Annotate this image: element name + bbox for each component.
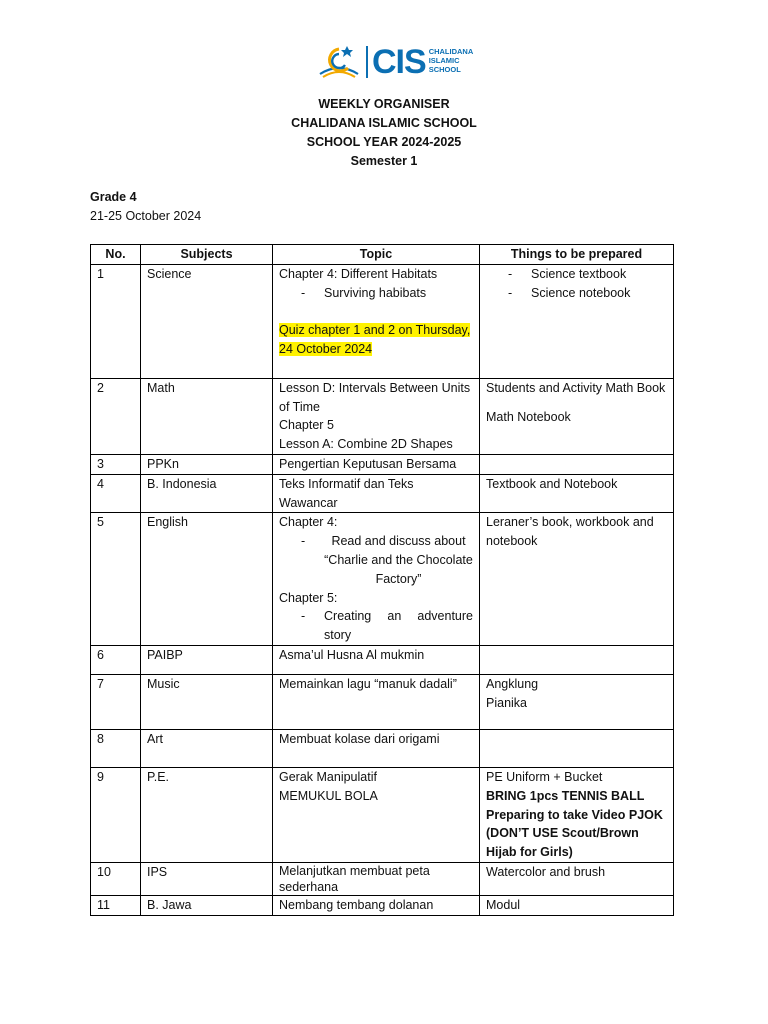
row-topic: Membuat kolase dari origami (273, 729, 480, 767)
table-row (91, 513, 674, 646)
row-things (480, 645, 674, 674)
row-no: 3 (91, 454, 141, 474)
row-subject: IPS (141, 862, 273, 895)
week-dates: 21-25 October 2024 (90, 209, 202, 223)
row-things: Students and Activity Math Book Math Notebook (480, 378, 674, 454)
row-topic: Teks Informatif dan Teks Wawancar (273, 474, 480, 513)
row-things (480, 454, 674, 474)
row-things: Angklung Pianika (480, 674, 674, 729)
row-no: 1 (91, 264, 141, 378)
row-subject: PAIBP (141, 645, 273, 674)
grade-label: Grade 4 (90, 190, 137, 204)
row-things: Textbook and Notebook (480, 474, 674, 513)
table-row (91, 264, 674, 378)
table-row (91, 767, 674, 862)
header-subjects: Subjects (141, 245, 273, 265)
row-topic: Lesson D: Intervals Between Units of Time Chapter 5 Lesson A: Combine 2D Shapes (273, 378, 480, 454)
table-row (91, 378, 674, 454)
row-no: 7 (91, 674, 141, 729)
row-things: PE Uniform + Bucket BRING 1pcs TENNIS BALL Preparing to take Video PJOK (DON’T USE Scout/Brown Hijab for Girls) (480, 767, 674, 862)
table-row (91, 645, 674, 674)
row-subject: P.E. (141, 767, 273, 862)
row-subject: Science (141, 264, 273, 378)
row-things: Watercolor and brush (480, 862, 674, 895)
row-topic: Chapter 4: Different Habitats - Surviving habibats Quiz chapter 1 and 2 on Thursday, 24 October 2024 (273, 264, 480, 378)
row-subject: Music (141, 674, 273, 729)
logo-divider (366, 46, 368, 78)
row-things (480, 729, 674, 767)
header-things: Things to be prepared (480, 245, 674, 265)
school-logo (314, 44, 473, 80)
table-row (91, 895, 674, 915)
row-subject: English (141, 513, 273, 646)
row-topic: Gerak Manipulatif MEMUKUL BOLA (273, 767, 480, 862)
table-row (91, 474, 674, 513)
table-row (91, 454, 674, 474)
row-subject: B. Indonesia (141, 474, 273, 513)
row-no: 2 (91, 378, 141, 454)
row-subject: PPKn (141, 454, 273, 474)
school-emblem-icon (314, 44, 364, 80)
row-things: Leraner’s book, workbook and notebook (480, 513, 674, 646)
row-subject: Math (141, 378, 273, 454)
header-topic: Topic (273, 245, 480, 265)
row-topic: Melanjutkan membuat peta sederhana (273, 862, 480, 895)
logo-wordmark: CIS (372, 43, 426, 81)
row-no: 9 (91, 767, 141, 862)
table-header-row (91, 245, 674, 265)
table-row (91, 674, 674, 729)
row-no: 5 (91, 513, 141, 646)
header-year: SCHOOL YEAR 2024-2025 (306, 135, 462, 149)
row-things: Modul (480, 895, 674, 915)
row-topic: Asma’ul Husna Al mukmin (273, 645, 480, 674)
grade-info (90, 188, 201, 226)
organiser-table (90, 244, 674, 916)
row-no: 11 (91, 895, 141, 915)
table-row (91, 729, 674, 767)
table-row (91, 862, 674, 895)
quiz-highlight: Quiz chapter 1 and 2 on Thursday, 24 October 2024 (279, 323, 471, 357)
document-header (0, 95, 768, 171)
row-topic: Memainkan lagu “manuk dadali” (273, 674, 480, 729)
row-no: 4 (91, 474, 141, 513)
row-topic: Nembang tembang dolanan (273, 895, 480, 915)
row-topic: Pengertian Keputusan Bersama (273, 454, 480, 474)
row-things: - Science textbook - Science notebook (480, 264, 674, 378)
row-topic: Chapter 4: - Read and discuss about “Charlie and the Chocolate Factory” Chapter 5: - Creating an adventure story (273, 513, 480, 646)
row-no: 6 (91, 645, 141, 674)
header-no: No. (91, 245, 141, 265)
header-title: WEEKLY ORGANISER (318, 97, 450, 111)
row-no: 8 (91, 729, 141, 767)
row-subject: Art (141, 729, 273, 767)
logo-school-name: CHALIDANA ISLAMIC SCHOOL (428, 46, 474, 74)
header-semester: Semester 1 (350, 154, 418, 168)
row-subject: B. Jawa (141, 895, 273, 915)
row-no: 10 (91, 862, 141, 895)
header-school: CHALIDANA ISLAMIC SCHOOL (291, 116, 477, 130)
